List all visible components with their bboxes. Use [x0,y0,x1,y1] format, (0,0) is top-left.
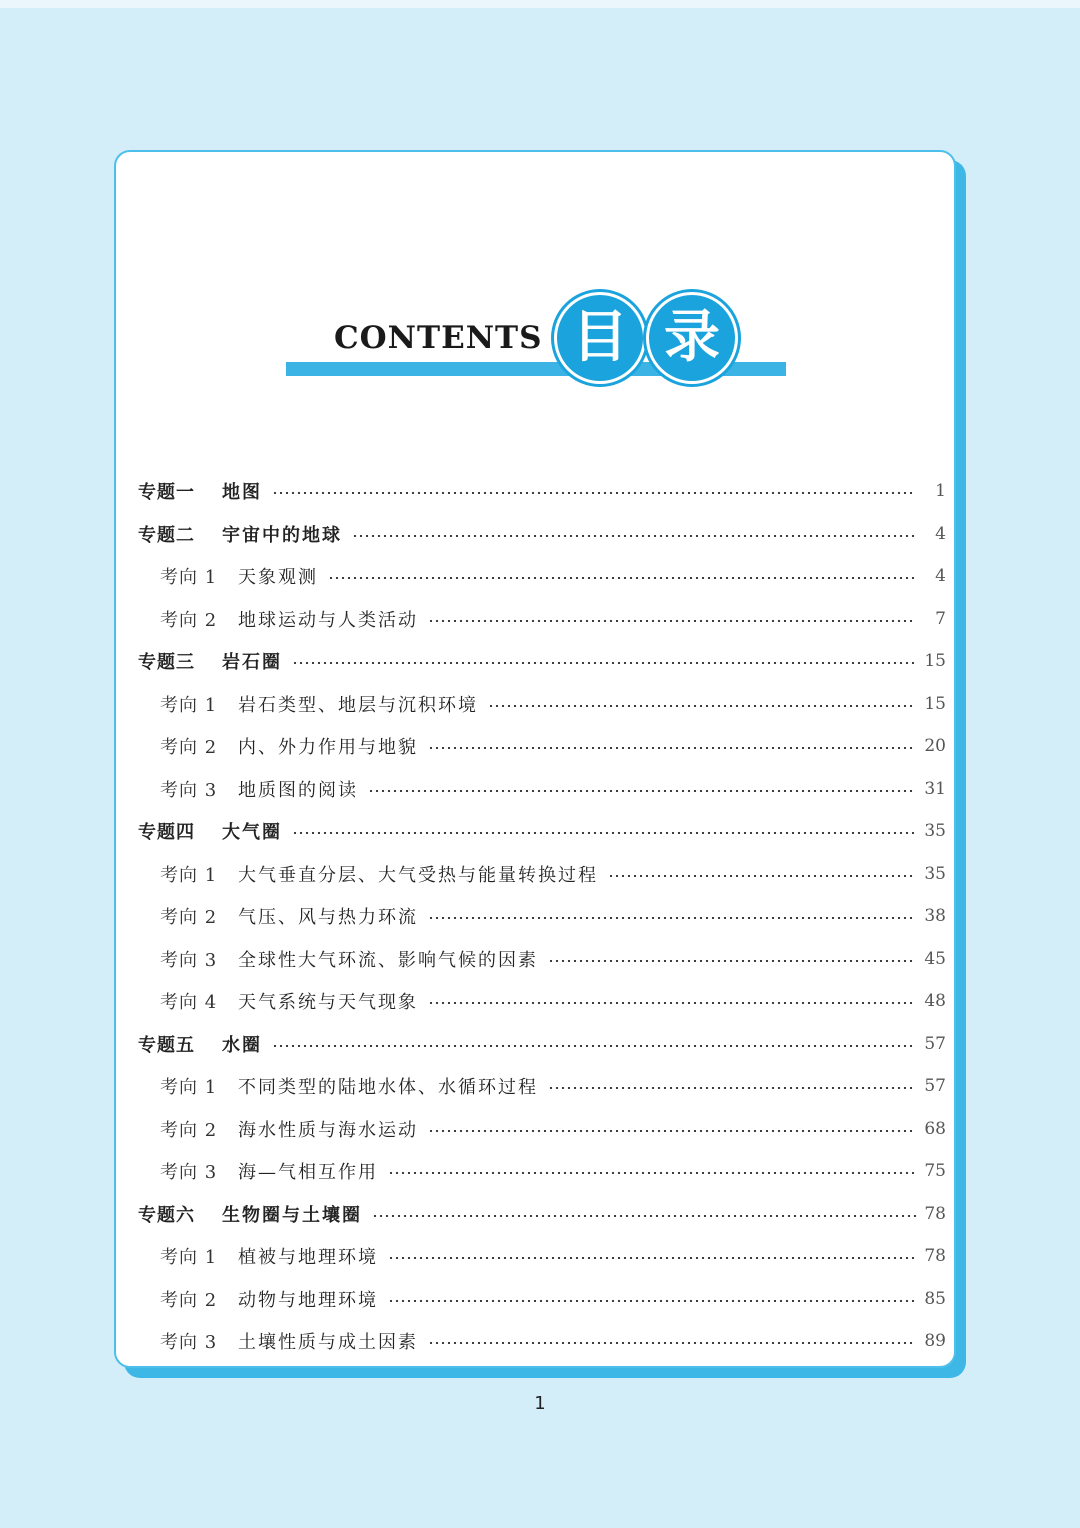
toc-subtopic-row[interactable] [138,895,946,938]
dot-leader [428,1342,916,1344]
toc-entry-page: 38 [924,906,946,927]
toc-entry-number: 专题一 [138,482,195,504]
toc-entry-page: 15 [924,693,946,714]
toc-entry-page: 20 [924,736,946,757]
toc-entry-page: 1 [935,481,946,502]
toc-entry-page: 4 [935,523,946,544]
toc-entry-page: 31 [924,778,946,799]
top-strip [0,0,1080,8]
toc-entry-page: 4 [935,566,946,587]
toc-entry-number: 考向 4 [160,992,218,1014]
toc-entry-number: 考向 1 [160,694,218,716]
toc-entry-number: 专题三 [138,652,195,674]
toc-entry-page: 35 [924,821,946,842]
toc-entry-number: 考向 3 [160,949,218,971]
toc-subtopic-row[interactable] [138,725,946,768]
toc-entry-page: 75 [924,1161,946,1182]
toc-topic-row[interactable] [138,513,946,556]
toc-subtopic-row[interactable] [138,555,946,598]
dot-leader [428,1002,916,1004]
toc-entry-number: 考向 2 [160,1289,218,1311]
dot-leader [352,535,916,537]
dot-leader [428,1130,916,1132]
toc-entry-title: 全球性大气环流、影响气候的因素 [238,949,538,971]
toc-subtopic-row[interactable] [138,1320,946,1363]
toc-subtopic-row[interactable] [138,980,946,1023]
toc-entry-page: 35 [924,863,946,884]
toc-entry-number: 考向 2 [160,907,218,929]
toc-entry-title: 天气系统与天气现象 [238,992,418,1014]
toc-entry-number: 考向 1 [160,864,218,886]
toc-entry-title: 宇宙中的地球 [222,524,342,546]
toc-entry-page: 7 [935,608,946,629]
title-char-circle-2: 录 [646,292,738,384]
dot-leader [428,620,916,622]
dot-leader [372,1215,916,1217]
dot-leader [488,705,916,707]
toc-entry-page: 48 [924,991,946,1012]
page-number: 1 [534,1393,546,1414]
dot-leader [428,747,916,749]
toc-entry-title: 地图 [222,482,262,504]
toc-entry-title: 植被与地理环境 [238,1247,378,1269]
toc-subtopic-row[interactable] [138,1278,946,1321]
toc-entry-title: 大气垂直分层、大气受热与能量转换过程 [238,864,598,886]
toc-entry-title: 地质图的阅读 [238,779,358,801]
toc-entry-page: 78 [924,1246,946,1267]
toc-topic-row[interactable] [138,470,946,513]
toc-entry-title: 水圈 [222,1034,262,1056]
dot-leader [272,1045,916,1047]
toc-subtopic-row[interactable] [138,598,946,641]
toc-entry-number: 考向 2 [160,609,218,631]
toc-subtopic-row[interactable] [138,1108,946,1151]
toc-entry-title: 土壤性质与成土因素 [238,1332,418,1354]
dot-leader [272,492,916,494]
toc-entry-title: 大气圈 [222,822,282,844]
contents-card [114,150,956,1368]
toc-entry-title: 动物与地理环境 [238,1289,378,1311]
toc-entry-number: 考向 3 [160,1332,218,1354]
toc-entry-page: 15 [924,651,946,672]
dot-leader [388,1300,916,1302]
toc-topic-row[interactable] [138,810,946,853]
title-char-circle-1: 目 [554,292,646,384]
table-of-contents [138,470,946,1363]
dot-leader [428,917,916,919]
toc-entry-number: 考向 2 [160,1119,218,1141]
toc-topic-row[interactable] [138,1193,946,1236]
toc-entry-number: 考向 3 [160,779,218,801]
toc-entry-title: 岩石圈 [222,652,282,674]
dot-leader [608,875,916,877]
toc-entry-page: 57 [924,1076,946,1097]
toc-entry-number: 专题四 [138,822,195,844]
toc-entry-number: 考向 1 [160,567,218,589]
dot-leader [292,832,916,834]
dot-leader [368,790,916,792]
toc-entry-page: 89 [924,1331,946,1352]
toc-entry-number: 专题五 [138,1034,195,1056]
dot-leader [388,1257,916,1259]
dot-leader [292,662,916,664]
dot-leader [548,960,916,962]
dot-leader [548,1087,916,1089]
toc-entry-number: 考向 1 [160,1077,218,1099]
toc-subtopic-row[interactable] [138,768,946,811]
toc-entry-page: 78 [924,1203,946,1224]
contents-header [286,282,806,392]
toc-entry-title: 生物圈与土壤圈 [222,1204,362,1226]
toc-entry-number: 考向 2 [160,737,218,759]
toc-subtopic-row[interactable] [138,1235,946,1278]
toc-entry-title: 天象观测 [238,567,318,589]
dot-leader [388,1172,916,1174]
toc-subtopic-row[interactable] [138,683,946,726]
toc-entry-title: 地球运动与人类活动 [238,609,418,631]
contents-label: CONTENTS [334,320,543,356]
toc-entry-page: 45 [924,948,946,969]
toc-topic-row[interactable] [138,640,946,683]
toc-entry-number: 考向 3 [160,1162,218,1184]
toc-entry-page: 68 [924,1118,946,1139]
toc-subtopic-row[interactable] [138,1065,946,1108]
toc-subtopic-row[interactable] [138,938,946,981]
toc-entry-title: 岩石类型、地层与沉积环境 [238,694,478,716]
toc-entry-title: 内、外力作用与地貌 [238,737,418,759]
toc-entry-number: 专题二 [138,524,195,546]
toc-entry-number: 专题六 [138,1204,195,1226]
toc-entry-title: 海水性质与海水运动 [238,1119,418,1141]
toc-entry-page: 57 [924,1033,946,1054]
toc-subtopic-row[interactable] [138,853,946,896]
toc-entry-number: 考向 1 [160,1247,218,1269]
toc-entry-title: 海—气相互作用 [238,1162,378,1184]
toc-entry-title: 不同类型的陆地水体、水循环过程 [238,1077,538,1099]
dot-leader [328,577,916,579]
toc-entry-page: 85 [924,1288,946,1309]
toc-topic-row[interactable] [138,1023,946,1066]
toc-subtopic-row[interactable] [138,1150,946,1193]
toc-entry-title: 气压、风与热力环流 [238,907,418,929]
